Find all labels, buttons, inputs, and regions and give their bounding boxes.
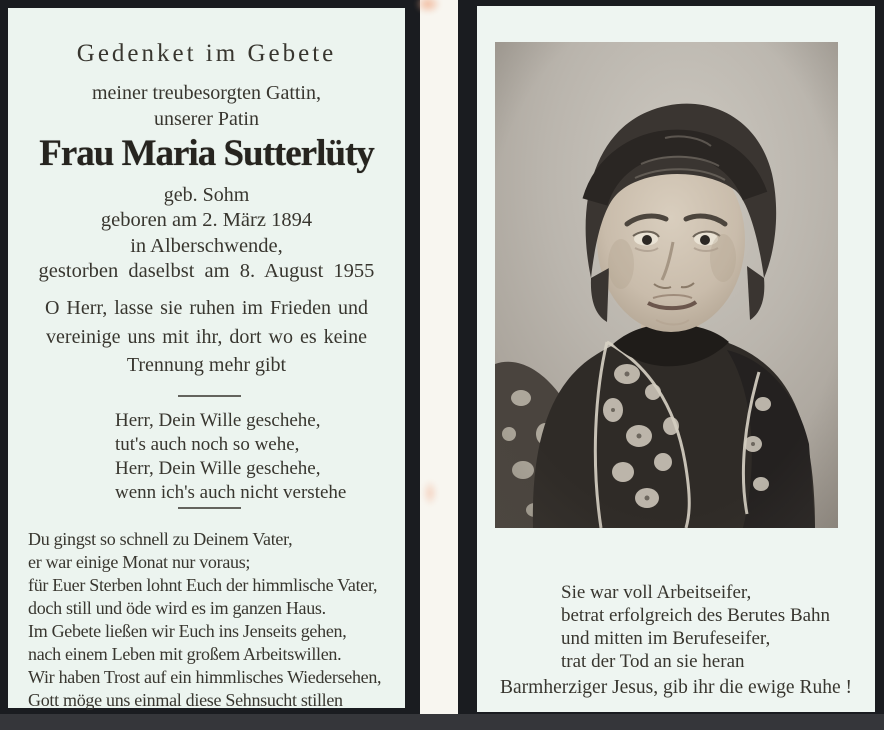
poem-line-8: Gott möge uns einmal diese Sehnsucht stillen — [28, 690, 343, 710]
poem-line-7: Wir haben Trost auf ein himmlisches Wiedersehen, — [28, 667, 382, 687]
verse-line-3: Herr, Dein Wille geschehe, — [115, 458, 321, 479]
poem-line-3: für Euer Sterben lohnt Euch der himmlische Vater, — [28, 575, 378, 595]
portrait-vignette — [495, 42, 838, 528]
eulogy-line-4: trat der Tod an sie heran — [561, 651, 745, 672]
divider-rule-bottom — [178, 507, 241, 509]
closing-prayer: Barmherziger Jesus, gib ihr die ewige Ruhe ! — [500, 677, 852, 698]
memorial-card-right-paper — [477, 6, 875, 712]
pink-scan-smudge-mid — [422, 480, 438, 506]
poem-line-6: nach einem Leben mit großem Arbeitswillen. — [28, 644, 342, 664]
verse-line-1: Herr, Dein Wille geschehe, — [115, 410, 321, 431]
prayer-line-1: O Herr, lasse sie ruhen im Frieden und — [44, 297, 369, 319]
divider-rule-top — [178, 395, 241, 397]
verse-line-2: tut's auch noch so wehe, — [115, 434, 300, 455]
eulogy-line-3: und mitten im Berufeseifer, — [561, 628, 771, 649]
memorial-card-left — [0, 0, 420, 730]
card-header: Gedenket im Gebete — [76, 40, 337, 67]
memorial-card-right — [458, 0, 884, 730]
poem-line-5: Im Gebete ließen wir Euch ins Jenseits gehen, — [28, 621, 347, 641]
maiden-name: geb. Sohm — [163, 184, 250, 206]
birthplace-line: in Alberschwende, — [130, 235, 283, 257]
dedication-line-2: unserer Patin — [154, 108, 259, 130]
prayer-line-3: Trennung mehr gibt — [126, 354, 287, 376]
scan-edge-strip — [0, 714, 884, 730]
deceased-name: Frau Maria Sutterlüty — [39, 133, 374, 174]
eulogy-block — [561, 581, 830, 673]
death-line: gestorben daselbst am 8. August 1955 — [38, 260, 375, 282]
poem-line-1: Du gingst so schnell zu Deinem Vater, — [28, 529, 293, 549]
memorial-card-left-paper — [8, 8, 405, 708]
poem-line-4: doch still und öde wird es im ganzen Haus. — [28, 598, 326, 618]
poem-line-2: er war einige Monat nur voraus; — [28, 552, 251, 572]
birth-line: geboren am 2. März 1894 — [100, 209, 313, 231]
eulogy-line-2: betrat erfolgreich des Berutes Bahn — [561, 605, 831, 626]
eulogy-line-1: Sie war voll Arbeitseifer, — [561, 582, 752, 603]
verse-block — [115, 409, 346, 505]
prayer-line-2: vereinige uns mit ihr, dort wo es keine — [46, 326, 367, 348]
dedication-line-1: meiner treubesorgten Gattin, — [91, 82, 321, 104]
poem-block — [28, 528, 381, 712]
portrait-photo — [495, 42, 838, 528]
verse-line-4: wenn ich's auch nicht verstehe — [115, 482, 347, 503]
